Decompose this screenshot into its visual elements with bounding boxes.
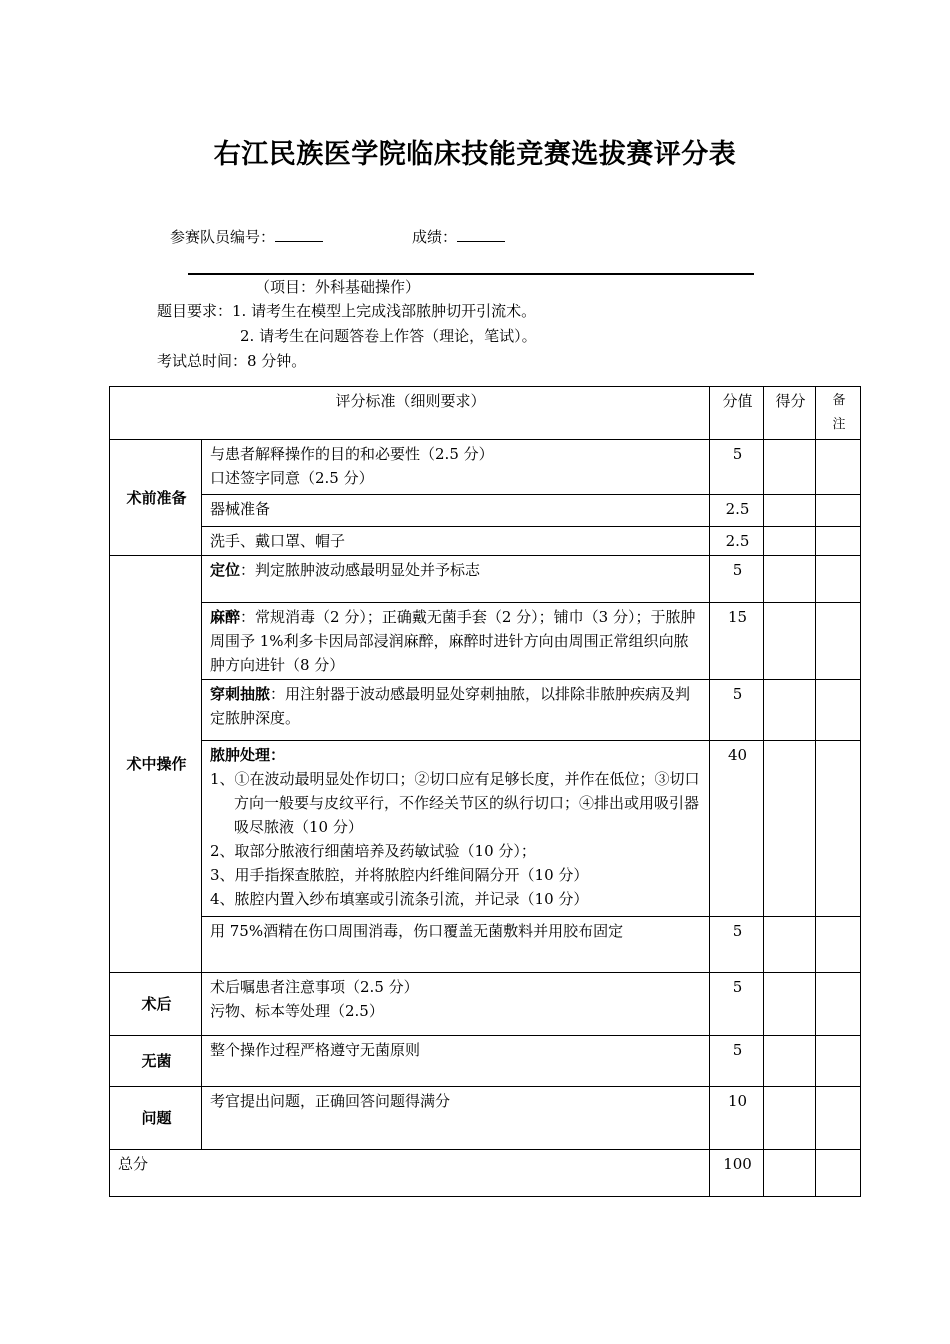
points-cell: 15 <box>710 603 764 680</box>
total-row <box>110 1150 861 1197</box>
score-label: 成绩： <box>412 228 458 246</box>
points-cell: 5 <box>710 973 764 1036</box>
note-cell[interactable] <box>816 603 861 680</box>
note-cell[interactable] <box>816 741 861 917</box>
points-cell: 5 <box>710 1036 764 1087</box>
member-id-field <box>170 226 323 247</box>
list-item: 3、用手指探查脓腔，并将脓腔内纤维间隔分开（10 分） <box>210 866 589 884</box>
exam-time: 考试总时间：8 分钟。 <box>157 352 307 370</box>
criteria-cell: 器械准备 <box>202 495 710 527</box>
header-note-1: 备 <box>832 393 846 408</box>
score-cell[interactable] <box>764 741 816 917</box>
criteria-line: 口述签字同意（2.5 分） <box>210 469 374 487</box>
score-cell[interactable] <box>764 973 816 1036</box>
list-item: 2、取部分脓液行细菌培养及药敏试验（10 分）； <box>210 842 536 860</box>
points-cell: 2.5 <box>710 527 764 556</box>
header-note-2: 注 <box>832 417 846 432</box>
criteria-cell: 用 75%酒精在伤口周围消毒，伤口覆盖无菌敷料并用胶布固定 <box>202 917 710 973</box>
requirement-item-1: 1. 请考生在模型上完成浅部脓肿切开引流术。 <box>232 302 537 320</box>
table-row <box>110 527 861 556</box>
criteria-cell <box>202 680 710 741</box>
requirements-line-1 <box>157 300 536 321</box>
note-cell[interactable] <box>816 973 861 1036</box>
score-cell[interactable] <box>764 556 816 603</box>
criteria-cell <box>202 556 710 603</box>
criteria-cell <box>202 440 710 495</box>
table-row <box>110 1036 861 1087</box>
table-row <box>110 1087 861 1150</box>
criteria-cell <box>202 741 710 917</box>
criteria-lead: 穿刺抽脓 <box>210 685 271 703</box>
project-label: （项目：外科基础操作） <box>255 278 421 296</box>
score-blank <box>457 227 505 242</box>
points-cell: 5 <box>710 917 764 973</box>
member-id-blank <box>275 227 323 242</box>
criteria-line: 污物、标本等处理（2.5） <box>210 1002 384 1020</box>
note-cell[interactable] <box>816 440 861 495</box>
table-row <box>110 495 861 527</box>
criteria-lead: 麻醉 <box>210 608 241 626</box>
header-note <box>816 387 861 440</box>
note-cell[interactable] <box>816 917 861 973</box>
criteria-line: 与患者解释操作的目的和必要性（2.5 分） <box>210 445 494 463</box>
criteria-cell <box>202 973 710 1036</box>
criteria-text: ：常规消毒（2 分）；正确戴无菌手套（2 分）；铺巾（3 分）；于脓肿周围予 1%利多卡因局部浸润麻醉，麻醉时进针方向由周围正常组织向脓肿方向进针（8 分） <box>210 608 696 674</box>
note-cell[interactable] <box>816 556 861 603</box>
requirements-label: 题目要求： <box>157 302 233 320</box>
total-note-cell[interactable] <box>816 1150 861 1197</box>
points-cell: 2.5 <box>710 495 764 527</box>
requirement-item-2: 2. 请考生在问题答卷上作答（理论，笔试）。 <box>240 327 537 345</box>
list-item: 4、脓腔内置入纱布填塞或引流条引流，并记录（10 分） <box>210 890 589 908</box>
category-intra-op: 术中操作 <box>110 556 202 973</box>
score-field <box>412 226 505 247</box>
table-row <box>110 917 861 973</box>
table-row <box>110 680 861 741</box>
scoring-table <box>109 386 861 1197</box>
table-row <box>110 973 861 1036</box>
member-id-label: 参赛队员编号： <box>170 228 276 246</box>
score-cell[interactable] <box>764 527 816 556</box>
divider-line <box>188 273 754 275</box>
header-criteria: 评分标准（细则要求） <box>110 387 710 440</box>
header-score: 得分 <box>764 387 816 440</box>
note-cell[interactable] <box>816 680 861 741</box>
note-cell[interactable] <box>816 495 861 527</box>
note-cell[interactable] <box>816 1087 861 1150</box>
table-row <box>110 440 861 495</box>
note-cell[interactable] <box>816 1036 861 1087</box>
criteria-cell <box>202 603 710 680</box>
table-header-row <box>110 387 861 440</box>
criteria-text: ：判定脓肿波动感最明显处并予标志 <box>240 561 481 579</box>
score-cell[interactable] <box>764 603 816 680</box>
table-row <box>110 741 861 917</box>
points-cell: 40 <box>710 741 764 917</box>
criteria-cell: 考官提出问题，正确回答问题得满分 <box>202 1087 710 1150</box>
criteria-lead: 定位 <box>210 561 241 579</box>
table-row <box>110 556 861 603</box>
score-cell[interactable] <box>764 680 816 741</box>
points-cell: 5 <box>710 680 764 741</box>
list-item: 1、①在波动最明显处作切口；②切口应有足够长度，并作在低位；③切口方向一般要与皮纹平行，不作经关节区的纵行切口；④排出或用吸引器吸尽脓液（10 分） <box>210 770 700 836</box>
total-label: 总分 <box>110 1150 710 1197</box>
score-cell[interactable] <box>764 440 816 495</box>
page-title: 右江民族医学院临床技能竞赛选拔赛评分表 <box>213 139 737 170</box>
criteria-cell: 整个操作过程严格遵守无菌原则 <box>202 1036 710 1087</box>
total-score-cell[interactable] <box>764 1150 816 1197</box>
category-pre-op: 术前准备 <box>110 440 202 556</box>
category-question: 问题 <box>110 1087 202 1150</box>
score-cell[interactable] <box>764 917 816 973</box>
note-cell[interactable] <box>816 527 861 556</box>
table-row <box>110 603 861 680</box>
score-cell[interactable] <box>764 1087 816 1150</box>
criteria-cell: 洗手、戴口罩、帽子 <box>202 527 710 556</box>
score-cell[interactable] <box>764 495 816 527</box>
score-cell[interactable] <box>764 1036 816 1087</box>
points-cell: 5 <box>710 556 764 603</box>
points-cell: 5 <box>710 440 764 495</box>
header-points: 分值 <box>710 387 764 440</box>
criteria-line: 术后嘱患者注意事项（2.5 分） <box>210 978 419 996</box>
category-aseptic: 无菌 <box>110 1036 202 1087</box>
criteria-text: ：用注射器于波动感最明显处穿刺抽脓，以排除非脓肿疾病及判定脓肿深度。 <box>210 685 691 727</box>
total-points: 100 <box>710 1150 764 1197</box>
points-cell: 10 <box>710 1087 764 1150</box>
category-post-op: 术后 <box>110 973 202 1036</box>
criteria-lead: 脓肿处理： <box>210 746 286 764</box>
